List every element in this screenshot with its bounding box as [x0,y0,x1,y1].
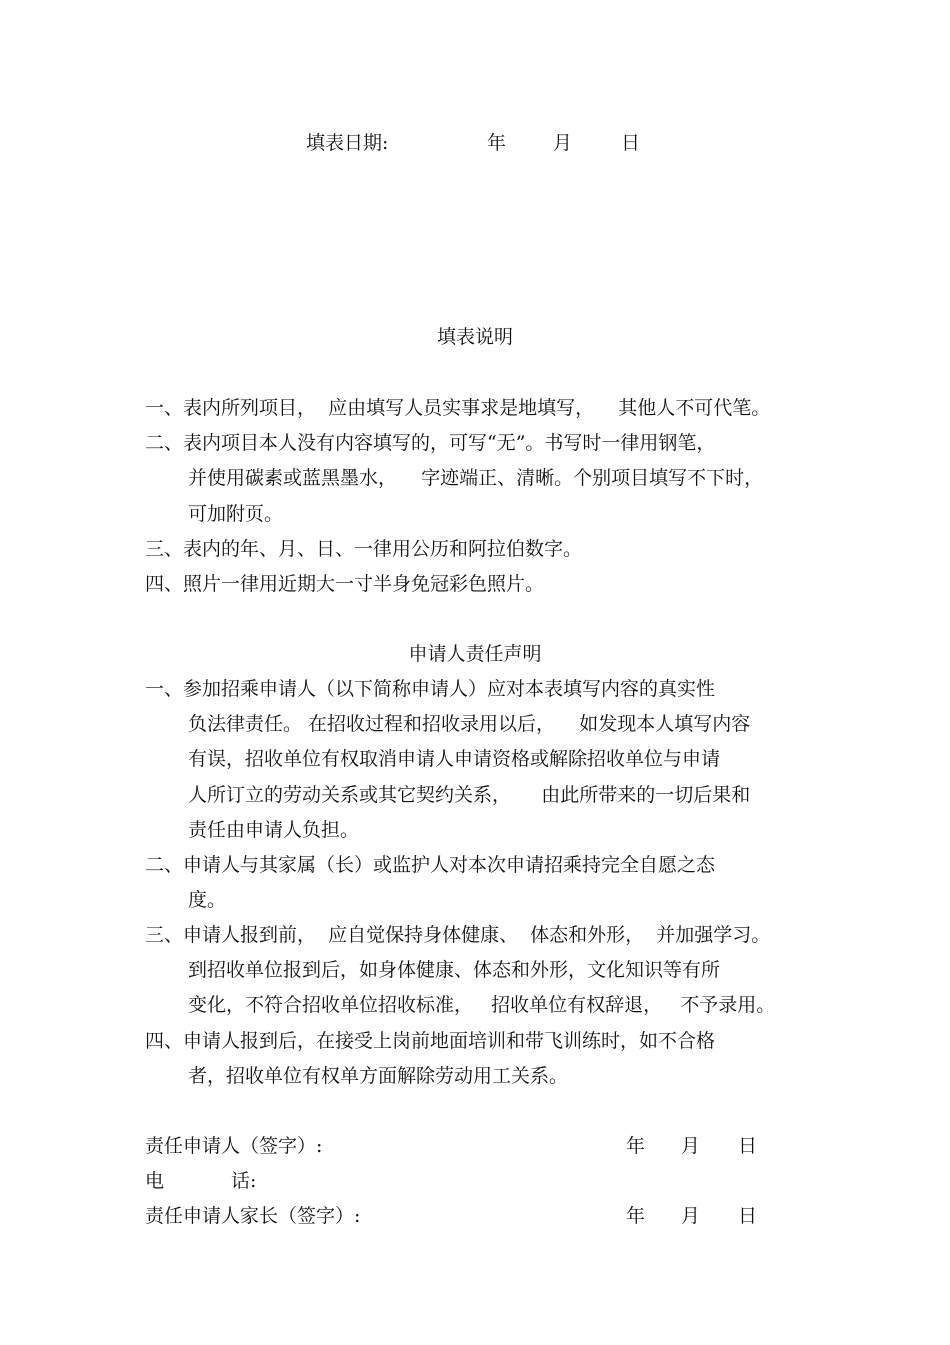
fill-date-year: 年 [487,132,507,154]
instructions-line: 可加附页。 [188,503,284,525]
instructions-line: 并使用碳素或蓝黑墨水， 字迹端正、清晰。个别项目填写不下时， [188,467,764,489]
declaration-line: 负法律责任。 在招收过程和招收录用以后， 如发现本人填写内容 [188,713,751,735]
applicant-signature-label: 责任申请人（签字）: [145,1135,323,1157]
instructions-line: 四、照片一律用近期大一寸半身免冠彩色照片。 [145,573,545,595]
declaration-line: 到招收单位报到后，如身体健康、体态和外形，文化知识等有所 [188,959,721,981]
declaration-line: 变化，不符合招收单位招收标准， 招收单位有权辞退， 不予录用。 [188,994,776,1016]
declaration-line: 四、申请人报到后，在接受上岗前地面培训和带飞训练时，如不合格 [145,1030,716,1052]
declaration-line: 二、申请人与其家属（长）或监护人对本次申请招乘持完全自愿之态 [145,854,716,876]
phone-label-part1: 电 [145,1170,165,1192]
instructions-line: 二、表内项目本人没有内容填写的，可写“无”。书写时一律用钢笔， [145,432,716,454]
declaration-line: 度。 [188,889,227,911]
parent-signature-month: 月 [681,1205,701,1227]
applicant-signature-month: 月 [681,1135,701,1157]
instructions-line: 一、表内所列项目， 应由填写人员实事求是地填写， 其他人不可代笔。 [145,397,771,419]
applicant-signature-year: 年 [626,1135,646,1157]
declaration-line: 一、参加招乘申请人（以下简称申请人）应对本表填写内容的真实性 [145,678,716,700]
parent-signature-year: 年 [626,1205,646,1227]
instructions-line: 三、表内的年、月、日、一律用公历和阿拉伯数字。 [145,538,583,560]
declaration-line: 责任由申请人负担。 [188,819,360,841]
declaration-title: 申请人责任声明 [408,643,542,665]
applicant-signature-day: 日 [738,1135,758,1157]
declaration-line: 三、申请人报到前， 应自觉保持身体健康、 体态和外形， 并加强学习。 [145,924,771,946]
parent-signature-day: 日 [738,1205,758,1227]
parent-signature-label: 责任申请人家长（签字）: [145,1205,361,1227]
fill-date-label: 填表日期: [306,132,389,154]
declaration-line: 者，招收单位有权单方面解除劳动用工关系。 [188,1065,569,1087]
fill-date-month: 月 [553,132,573,154]
phone-label-part2: 话: [231,1170,257,1192]
declaration-line: 有误，招收单位有权取消申请人申请资格或解除招收单位与申请 [188,748,721,770]
instructions-title: 填表说明 [436,326,513,348]
declaration-line: 人所订立的劳动关系或其它契约关系， 由此所带来的一切后果和 [188,784,751,806]
fill-date-day: 日 [621,132,641,154]
